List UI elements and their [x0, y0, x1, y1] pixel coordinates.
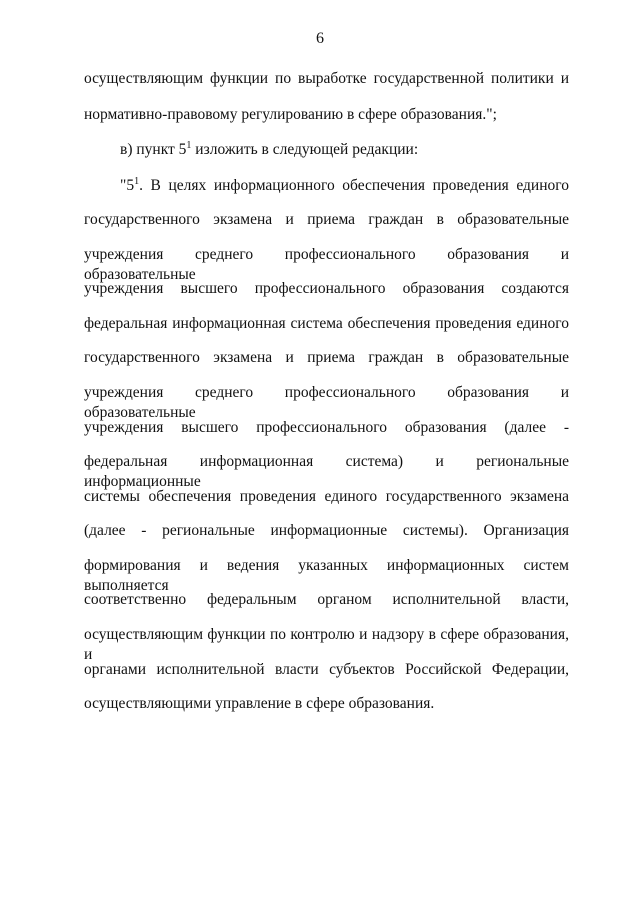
superscript: 1 [186, 140, 192, 151]
text-fragment: . В целях информационного обеспечения проведения единого [139, 177, 569, 194]
text-line: системы обеспечения проведения единого государственного экзамена [84, 488, 569, 505]
text-line: осуществляющим функции по контролю и надзору в сфере образования, и [84, 626, 569, 663]
text-line: учреждения высшего профессионального образования (далее - [84, 419, 569, 436]
text-line: нормативно-правовому регулированию в сфере образования."; [84, 106, 497, 123]
page-number: 6 [316, 30, 324, 47]
text-line: осуществляющими управление в сфере образования. [84, 695, 435, 712]
text-line [120, 176, 569, 196]
text-line: формирования и ведения указанных информационных систем выполняется [84, 557, 569, 594]
text-line: (далее - региональные информационные системы). Организация [84, 522, 569, 539]
text-line: федеральная информационная система обеспечения проведения единого [84, 315, 569, 332]
superscript: 1 [134, 176, 140, 187]
text-line: осуществляющим функции по выработке государственной политики и [84, 70, 569, 87]
text-fragment: в) пункт 5 [120, 141, 187, 158]
text-line: учреждения высшего профессионального образования создаются [84, 280, 569, 297]
text-fragment: изложить в следующей редакции: [191, 141, 419, 158]
text-line: органами исполнительной власти субъектов Российской Федерации, [84, 661, 569, 678]
text-line: учреждения среднего профессионального образования и образовательные [84, 246, 569, 283]
text-line: федеральная информационная система) и региональные информационные [84, 453, 569, 490]
text-line: государственного экзамена и приема граждан в образовательные [84, 211, 569, 228]
text-line: учреждения среднего профессионального образования и образовательные [84, 384, 569, 421]
text-line: государственного экзамена и приема граждан в образовательные [84, 349, 569, 366]
text-fragment: "5 [120, 177, 135, 194]
text-line [120, 140, 569, 160]
text-line: соответственно федеральным органом исполнительной власти, [84, 591, 569, 608]
